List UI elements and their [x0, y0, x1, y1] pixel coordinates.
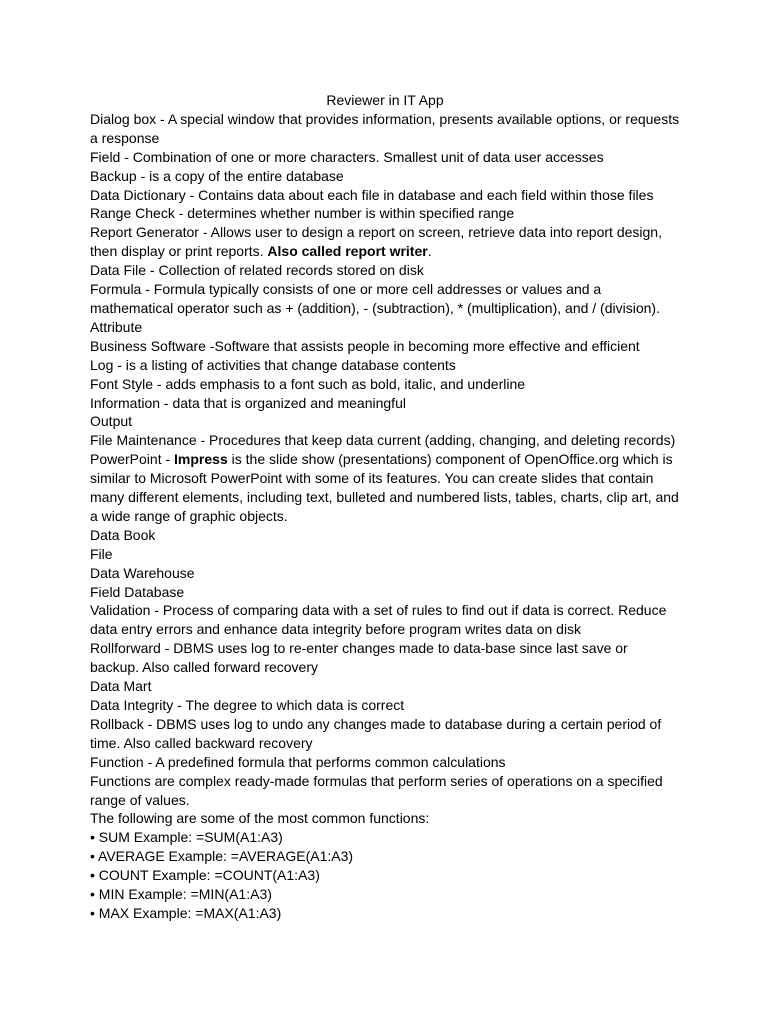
dialog-box-definition: Dialog box - A special window that provides information, presents available options, or requests a response — [90, 110, 680, 146]
field-definition: Field - Combination of one or more characters. Smallest unit of data user accesses — [90, 148, 604, 165]
information-definition: Information - data that is organized and meaningful — [90, 394, 406, 411]
functions-description: Functions are complex ready-made formulas that perform series of operations on a specified range of values. — [90, 772, 663, 808]
data-dictionary-definition: Data Dictionary - Contains data about each file in database and each field within those files — [90, 186, 654, 203]
log-definition: Log - is a listing of activities that change database contents — [90, 356, 456, 373]
attribute-term: Attribute — [90, 318, 143, 335]
average-example: • AVERAGE Example: =AVERAGE(A1:A3) — [90, 848, 354, 865]
data-warehouse-term: Data Warehouse — [90, 564, 195, 581]
file-maintenance-definition: File Maintenance - Procedures that keep data current (adding, changing, and deleting records) — [90, 432, 676, 449]
data-mart-term: Data Mart — [90, 678, 152, 695]
file-term: File — [90, 545, 113, 562]
rollback-definition: Rollback - DBMS uses log to undo any changes made to database during a certain period of time. Also called backward recovery — [90, 715, 662, 751]
data-file-definition: Data File - Collection of related records stored on disk — [90, 262, 424, 279]
document-title: Reviewer in IT App — [326, 92, 444, 108]
report-generator-text: Report Generator - Allows user to design a report on screen, retrieve data into report design, then display or print reports. — [90, 224, 662, 260]
formula-definition: Formula - Formula typically consists of one or more cell addresses or values and a mathematical operator such as + (addition), - (subtraction), * (multiplication), and / (division). — [90, 281, 660, 316]
report-writer-emphasis: Also called report writer — [267, 243, 428, 260]
data-integrity-definition: Data Integrity - The degree to which data is correct — [90, 697, 405, 713]
max-example: • MAX Example: =MAX(A1:A3) — [90, 904, 282, 921]
range-check-definition: Range Check - determines whether number is within specified range — [90, 205, 515, 222]
common-functions-intro: The following are some of the most common functions: — [90, 810, 430, 827]
report-generator-definition — [90, 223, 680, 261]
document-page — [90, 91, 680, 923]
data-book-term: Data Book — [90, 526, 156, 543]
sum-example: • SUM Example: =SUM(A1:A3) — [90, 829, 283, 846]
field-database-term: Field Database — [90, 583, 185, 600]
font-style-definition: Font Style - adds emphasis to a font such as bold, italic, and underline — [90, 375, 526, 392]
powerpoint-rest: is the slide show (presentations) component of OpenOffice.org which is similar to Microsoft PowerPoint with some of its features. You can create slides that contain many different elements, including text, bulleted and numbered lists, tables, charts, clip art, and a wide range of graphic objects. — [90, 451, 679, 524]
powerpoint-start: PowerPoint - — [90, 451, 175, 468]
output-term: Output — [90, 413, 133, 430]
min-example: • MIN Example: =MIN(A1:A3) — [90, 886, 272, 903]
validation-definition: Validation - Process of comparing data with a set of rules to find out if data is correct. Reduce data entry errors and enhance data integrity before program writes data on disk — [90, 602, 667, 638]
impress-emphasis: Impress — [174, 451, 228, 468]
business-software-definition: Business Software -Software that assists people in becoming more effective and efficient — [90, 337, 640, 354]
count-example: • COUNT Example: =COUNT(A1:A3) — [90, 867, 320, 884]
function-definition: Function - A predefined formula that performs common calculations — [90, 753, 506, 770]
rollforward-definition: Rollforward - DBMS uses log to re-enter changes made to data-base since last save or backup. Also called forward recovery — [90, 640, 628, 676]
backup-definition: Backup - is a copy of the entire database — [90, 167, 344, 184]
powerpoint-definition — [90, 450, 680, 526]
report-generator-end: . — [427, 243, 432, 260]
